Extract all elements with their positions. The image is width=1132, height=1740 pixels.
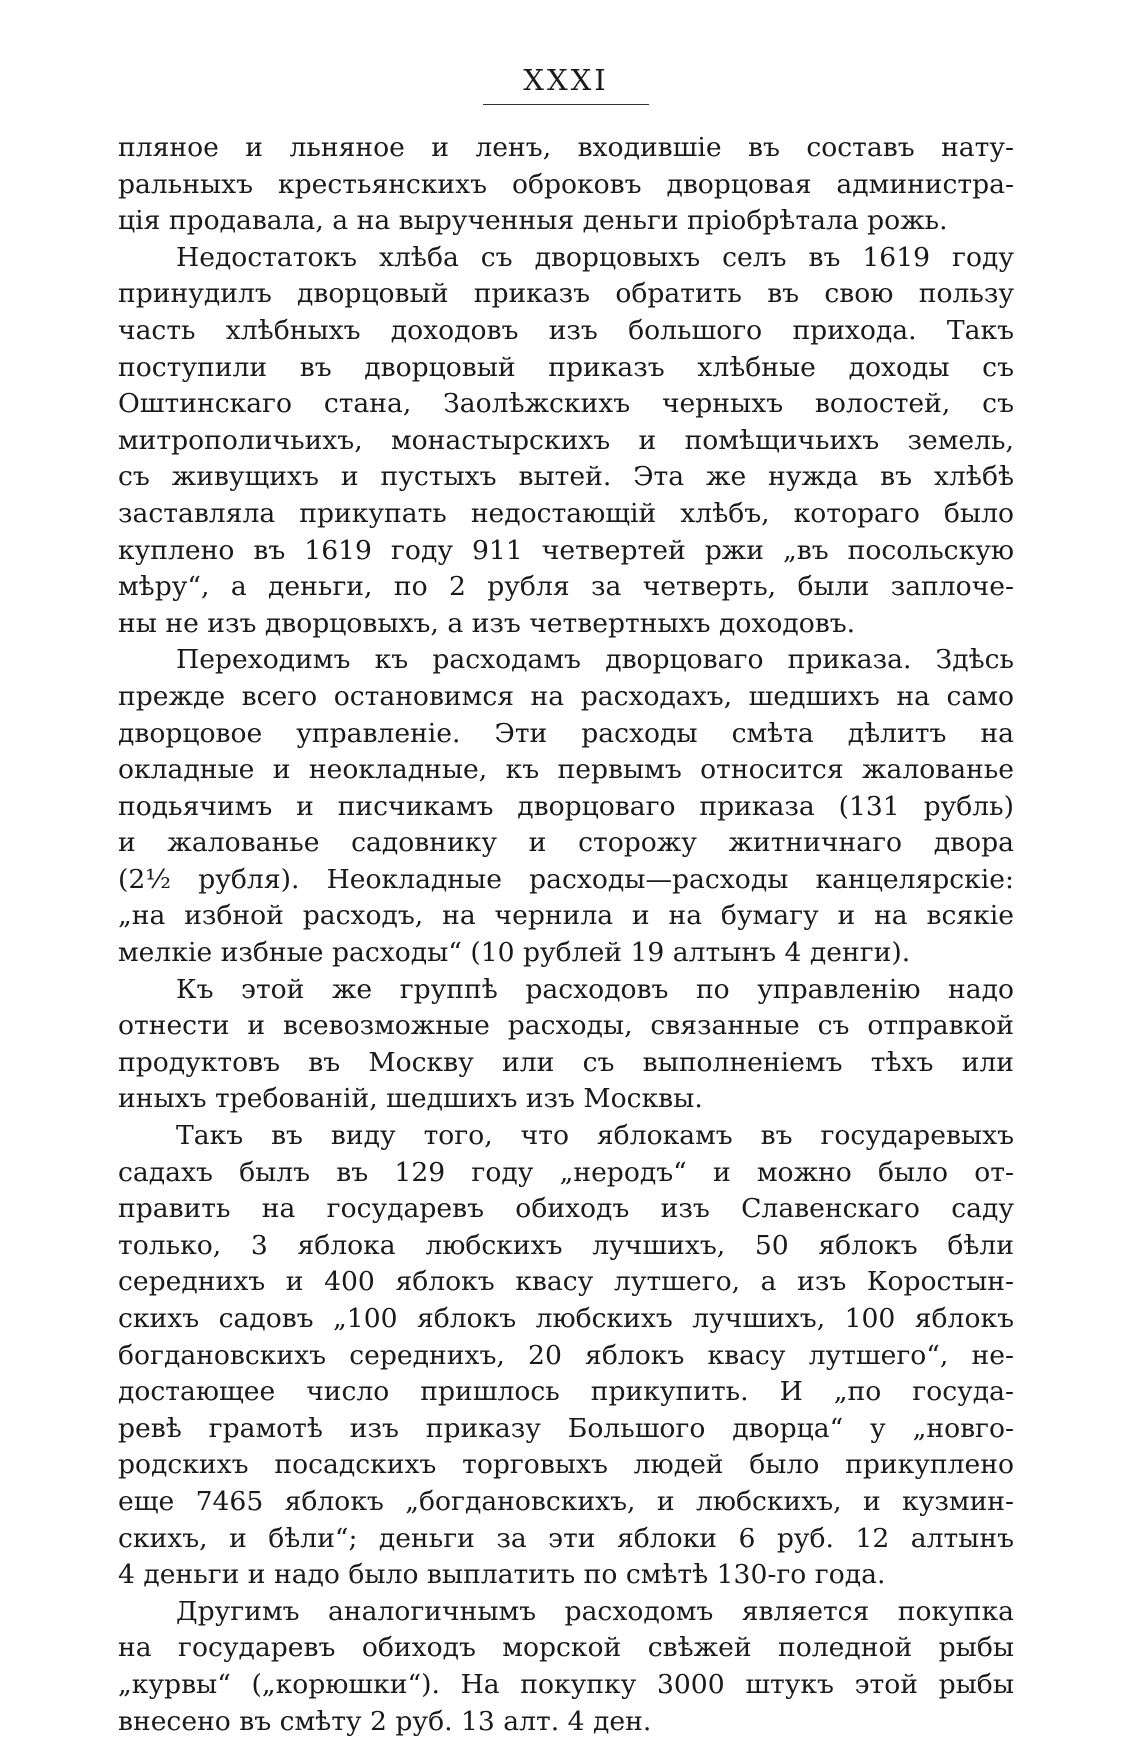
page-number: XXXI [483, 62, 648, 105]
text-line: Къ этой же группѣ расходовъ по управленію надо [176, 973, 1014, 1005]
text-line: пляное и льняное и ленъ, входившіе въ составъ нату- [118, 132, 1014, 163]
text-line: отнести и всевозможные расходы, связанные съ отправкой [118, 1010, 1014, 1042]
text-line: окладные и неокладные, къ первымъ относится жалованье [118, 754, 1014, 786]
text-line: только, 3 яблока любскихъ лучшихъ, 50 яблокъ бѣли [118, 1229, 1014, 1261]
text-line: дворцовое управленіе. Эти расходы смѣта дѣлитъ на [118, 717, 1014, 749]
text-line: куплено въ 1619 году 911 четвертей ржи „въ посольскую [118, 534, 1014, 566]
text-line: „на избной расходъ, на чернила и на бумагу и на всякіе [118, 900, 1014, 932]
text-line: на государевъ обиходъ морской свѣжей поледной рыбы [118, 1632, 1014, 1664]
text-line: и жалованье садовнику и сторожу житничнаго двора [118, 827, 1014, 859]
text-line: ны не изъ дворцовыхъ, а изъ четвертныхъ доходовъ. [118, 607, 856, 639]
text-line: родскихъ посадскихъ торговыхъ людей было прикуплено [118, 1449, 1014, 1481]
text-line: скихъ, и бѣли“; деньги за эти яблоки 6 руб. 12 алтынъ [118, 1522, 1014, 1554]
body-text [118, 130, 1014, 1740]
text-line: иныхъ требованій, шедшихъ изъ Москвы. [118, 1083, 703, 1115]
text-line: часть хлѣбныхъ доходовъ изъ большого прихода. Такъ [118, 314, 1014, 346]
text-line: ція продавала, а на вырученныя деньги пріобрѣтала рожь. [118, 205, 948, 237]
text-line: достающее число пришлось прикупить. И „по госуда- [118, 1376, 1014, 1408]
text-line: править на государевъ обиходъ изъ Славенскаго саду [118, 1193, 1014, 1225]
text-line: 4 деньги и надо было выплатить по смѣтѣ 130-го года. [118, 1559, 886, 1591]
text-line: митрополичьихъ, монастырскихъ и помѣщичьихъ земель, [118, 424, 1014, 456]
text-line: внесено въ смѣту 2 руб. 13 алт. 4 ден. [118, 1705, 652, 1737]
text-line: подьячимъ и писчикамъ дворцоваго приказа (131 рубль) [118, 790, 1014, 822]
text-line: мѣру“, а деньги, по 2 рубля за четверть, были заплоче- [118, 571, 1014, 603]
page-header [0, 62, 1132, 105]
text-line: Недостатокъ хлѣба съ дворцовыхъ селъ въ 1619 году [176, 241, 1014, 273]
text-line: Оштинскаго стана, Заолѣжскихъ черныхъ волостей, съ [118, 388, 1014, 420]
text-line: „курвы“ („корюшки“). На покупку 3000 штукъ этой рыбы [118, 1668, 1014, 1700]
text-line: середнихъ и 400 яблокъ квасу лутшего, а изъ Коростын- [118, 1266, 1014, 1298]
text-line: ревѣ грамотѣ изъ приказу Большого дворца“ у „новго- [118, 1412, 1014, 1444]
text-line: Такъ въ виду того, что яблокамъ въ государевыхъ [176, 1120, 1014, 1152]
text-line: Другимъ аналогичнымъ расходомъ является покупка [176, 1595, 1014, 1627]
text-line: прежде всего остановимся на расходахъ, шедшихъ на само [118, 680, 1014, 712]
text-line: принудилъ дворцовый приказъ обратить въ свою пользу [118, 278, 1014, 310]
text-line: ральныхъ крестьянскихъ оброковъ дворцовая администра- [118, 168, 1014, 200]
text-line: мелкіе избные расходы“ (10 рублей 19 алтынъ 4 денги). [118, 937, 911, 969]
text-line: (2½ рубля). Неокладные расходы—расходы канцелярскіе: [118, 863, 1014, 895]
text-line: Переходимъ къ расходамъ дворцоваго приказа. Здѣсь [176, 644, 1014, 676]
text-line: заставляла прикупать недостающій хлѣбъ, котораго было [118, 497, 1014, 529]
text-line: еще 7465 яблокъ „богдановскихъ, и любскихъ, и кузмин- [118, 1485, 1014, 1517]
text-line: поступили въ дворцовый приказъ хлѣбные доходы съ [118, 351, 1014, 383]
text-line: съ живущихъ и пустыхъ вытей. Эта же нужда въ хлѣбѣ [118, 461, 1014, 493]
text-line: продуктовъ въ Москву или съ выполненіемъ тѣхъ или [118, 1046, 1014, 1078]
text-line: богдановскихъ середнихъ, 20 яблокъ квасу лутшего“, не- [118, 1339, 1014, 1371]
text-line: садахъ былъ въ 129 году „неродъ“ и можно было от- [118, 1156, 1014, 1188]
text-line: скихъ садовъ „100 яблокъ любскихъ лучшихъ, 100 яблокъ [118, 1303, 1014, 1334]
